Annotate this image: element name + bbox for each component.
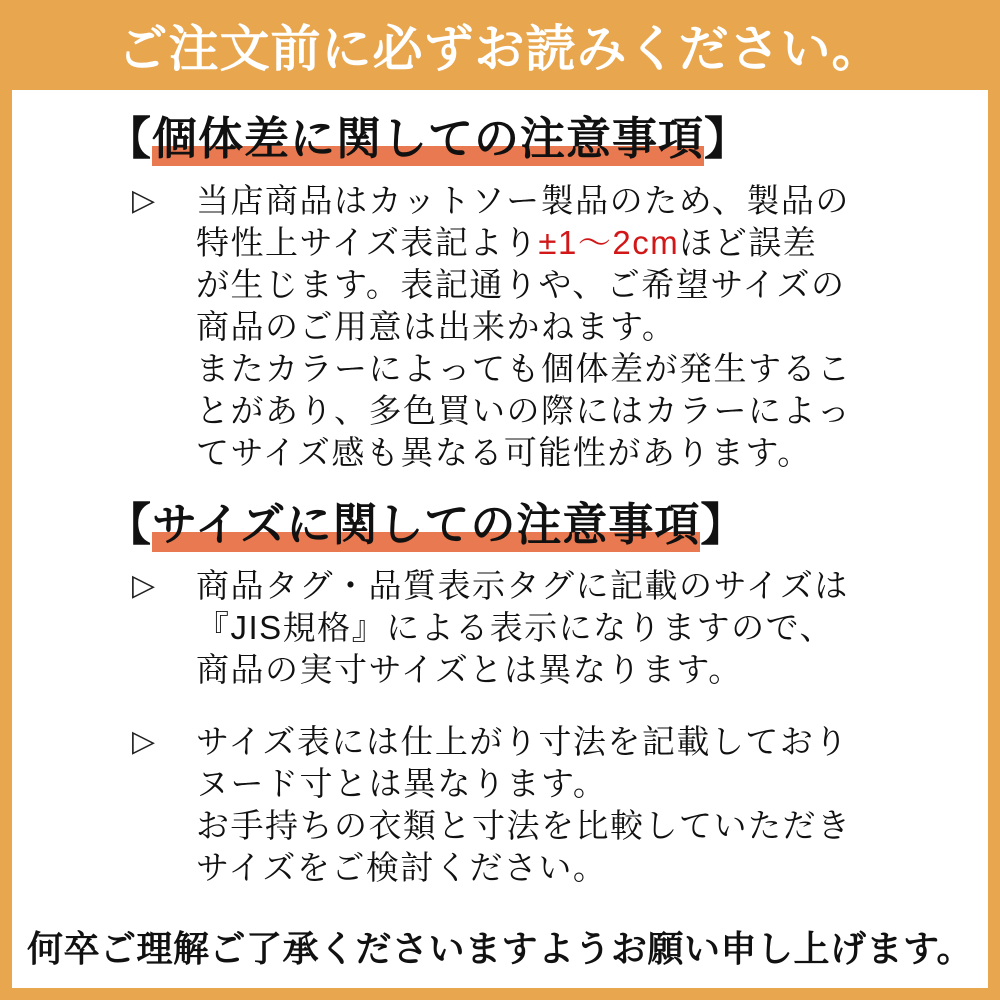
- bullet-line: 商品のご用意は出来かねます。: [196, 307, 677, 345]
- triangle-bullet-icon: ▷: [132, 724, 156, 759]
- section1-heading-text: 個体差に関しての注意事項: [152, 113, 705, 164]
- bullet-line: お手持ちの衣類と寸法を比較していただき: [196, 807, 852, 844]
- bullet-text-block: [196, 721, 988, 889]
- bullet-line: [196, 222, 988, 264]
- line-segment: 特性上サイズ表記より: [196, 223, 539, 261]
- bullet-line: 当店商品はカットソー製品のため、製品の: [196, 181, 850, 219]
- bullet-text-block: [196, 180, 988, 474]
- bracket-open: 【: [106, 113, 153, 164]
- bullet-line: 『JIS規格』による表示になりますので、: [196, 609, 835, 646]
- section1-heading: [106, 90, 988, 164]
- section2-heading: [106, 474, 988, 550]
- section1-bullet-1: [132, 180, 988, 474]
- bullet-text-block: [196, 565, 988, 691]
- bullet-line: またカラーによっても個体差が発生するこ: [196, 349, 852, 387]
- bracket-close: 】: [700, 498, 747, 550]
- bullet-line: とがあり、多色買いの際にはカラーによっ: [196, 391, 852, 429]
- section2-heading-text: サイズに関しての注意事項: [152, 498, 701, 550]
- bullet-line: ヌード寸とは異なります。: [196, 765, 608, 802]
- bracket-open: 【: [106, 498, 153, 550]
- bullet-line: が生じます。表記通りや、ご希望サイズの: [196, 265, 846, 303]
- bullet-line: サイズ表には仕上がり寸法を記載しており: [196, 723, 849, 760]
- bullet-line: てサイズ感も異なる可能性があります。: [196, 433, 812, 471]
- triangle-bullet-icon: ▷: [132, 568, 156, 603]
- notice-sheet: [12, 90, 988, 988]
- line-segment: ほど誤差: [679, 223, 818, 261]
- banner-title: ご注文前に必ずお読みください。: [117, 21, 883, 77]
- tolerance-highlight: ±1〜2cm: [538, 223, 680, 261]
- section2-bullet-2: [132, 721, 988, 889]
- triangle-bullet-icon: ▷: [132, 182, 156, 218]
- bullet-line: サイズをご検討ください。: [196, 849, 608, 886]
- bracket-close: 】: [704, 113, 751, 164]
- bullet-line: 商品タグ・品質表示タグに記載のサイズは: [196, 567, 849, 604]
- top-banner: [0, 0, 1000, 90]
- footer-note: 何卒ご理解ご了承くださいますようお願い申し上げます。: [26, 928, 974, 969]
- bullet-line: 商品の実寸サイズとは異なります。: [196, 651, 743, 688]
- section2-bullet-1: [132, 565, 988, 691]
